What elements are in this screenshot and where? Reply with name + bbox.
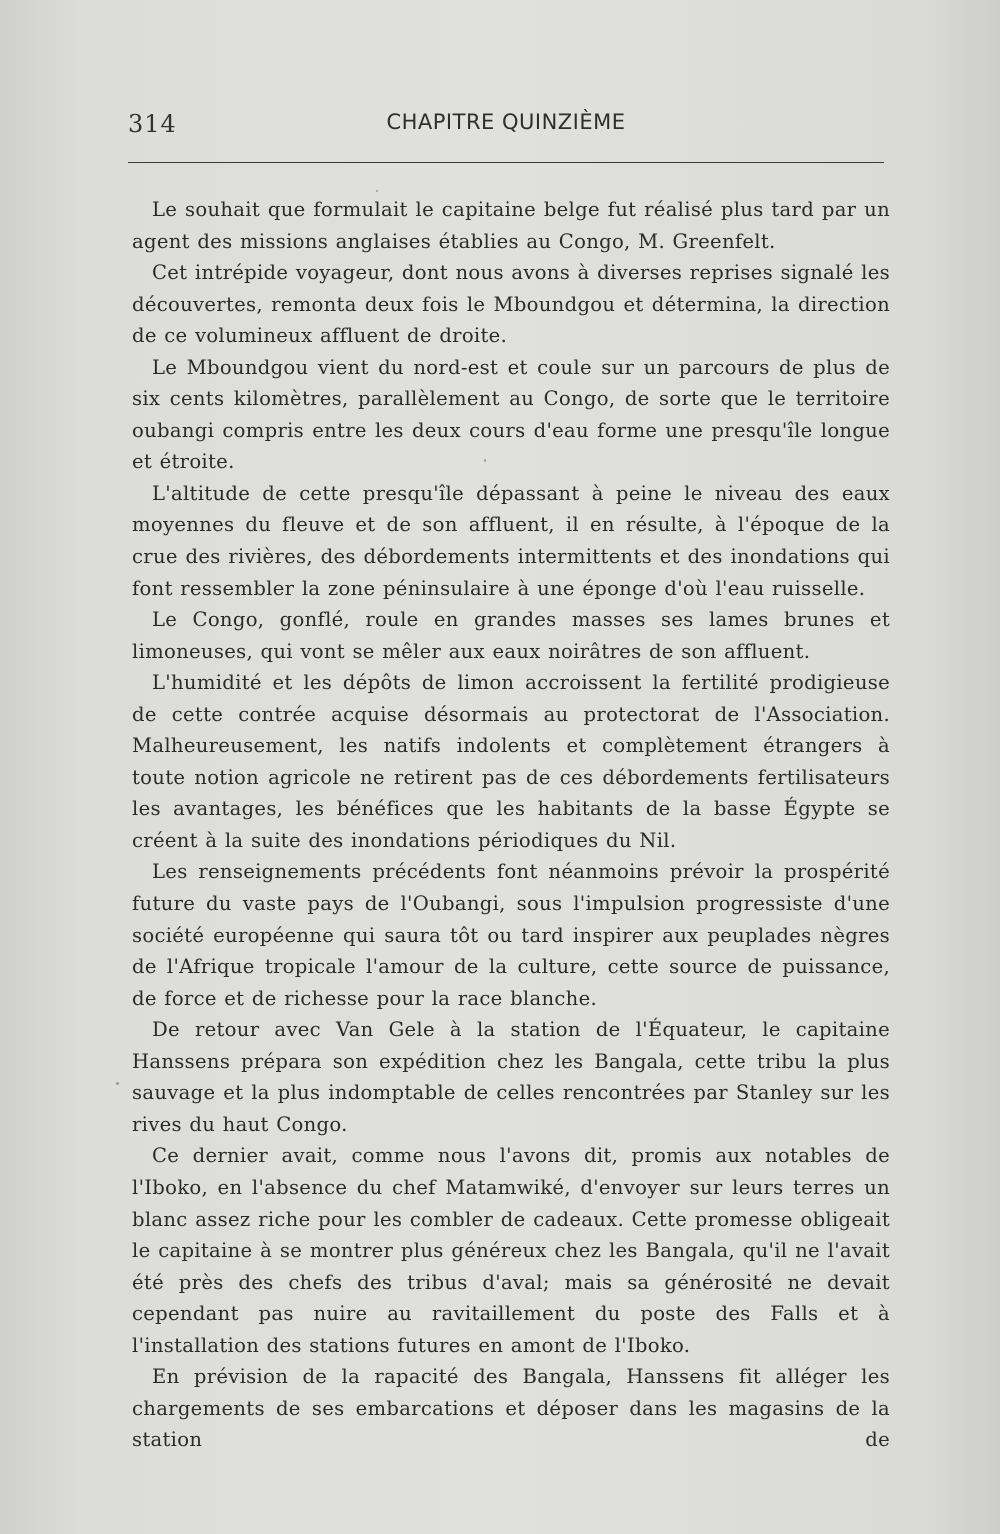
paragraph-continued: En prévision de la rapacité des Bangala, Hanssens fit alléger les chargements de ses embarcations et déposer dans les magasins de la station de xyxy=(132,1365,890,1452)
paragraph: L'altitude de cette presqu'île dépassant à peine le niveau des eaux moyennes du fleuve et de son affluent, il en résulte, à l'époque de la crue des rivières, des débordements intermittents et des inondations qui font ressembler la zone péninsulaire à une éponge d'où l'eau ruisselle. xyxy=(132,481,890,600)
paragraph: Cet intrépide voyageur, dont nous avons à diverses reprises signalé les découvertes, remonta deux fois le Mboundgou et détermina, la direction de ce volumineux affluent de droite. xyxy=(132,261,890,348)
paragraph: Le souhait que formulait le capitaine belge fut réalisé plus tard par un agent des missions anglaises établies au Congo, M. Greenfelt. xyxy=(132,198,890,253)
running-title: CHAPITRE QUINZIÈME xyxy=(386,110,626,134)
header-rule xyxy=(128,162,884,163)
paragraph: Le Mboundgou vient du nord-est et coule sur un parcours de plus de six cents kilomètres, parallèlement au Congo, de sorte que le territoire oubangi compris entre les deux cours d'eau forme une presqu'île longue et étroite. xyxy=(132,355,890,474)
paragraph: De retour avec Van Gele à la station de l'Équateur, le capitaine Hanssens prépara son expédition chez les Bangala, cette tribu la plus sauvage et la plus indomptable de celles rencontrées par Stanley sur les rives du haut Congo. xyxy=(132,1018,890,1136)
paragraph: Les renseignements précédents font néanmoins prévoir la prospérité future du vaste pays de l'Oubangi, sous l'impulsion progressiste d'une société européenne qui saura tôt ou tard inspirer aux peuplades nègres de l'Afrique tropicale l'amour de la culture, cette source de puissance, de force et de richesse pour la race blanche. xyxy=(132,860,890,1010)
paragraph: Le Congo, gonflé, roule en grandes masses ses lames brunes et limoneuses, qui vont se mêler aux eaux noirâtres de son affluent. xyxy=(132,608,890,663)
paper-speck xyxy=(116,1082,119,1085)
body-text xyxy=(132,194,890,1456)
page-number: 314 xyxy=(128,110,177,138)
page-header xyxy=(128,104,884,140)
paragraph: Ce dernier avait, comme nous l'avons dit, promis aux notables de l'Iboko, en l'absence du chef Matamwiké, d'envoyer sur leurs terres un blanc assez riche pour les combler de cadeaux. Cette promesse obligeait le capitaine à se montrer plus généreux chez les Bangala, qu'il ne l'avait été près des chefs des tribus d'aval; mais sa générosité ne devait cependant pas nuire au ravitaillement du poste des Falls et à l'installation des stations futures en amont de l'Iboko. xyxy=(132,1144,890,1357)
paper-speck xyxy=(376,190,378,192)
paragraph: L'humidité et les dépôts de limon accroissent la fertilité prodigieuse de cette contrée acquise désormais au protectorat de l'Association. Malheureusement, les natifs indolents et complètement étrangers à toute notion agricole ne retirent pas de ces débordements fertilisateurs les avantages, les bénéfices que les habitants de la basse Égypte se créent à la suite des inondations périodiques du Nil. xyxy=(132,671,890,852)
paper-speck xyxy=(484,459,486,462)
